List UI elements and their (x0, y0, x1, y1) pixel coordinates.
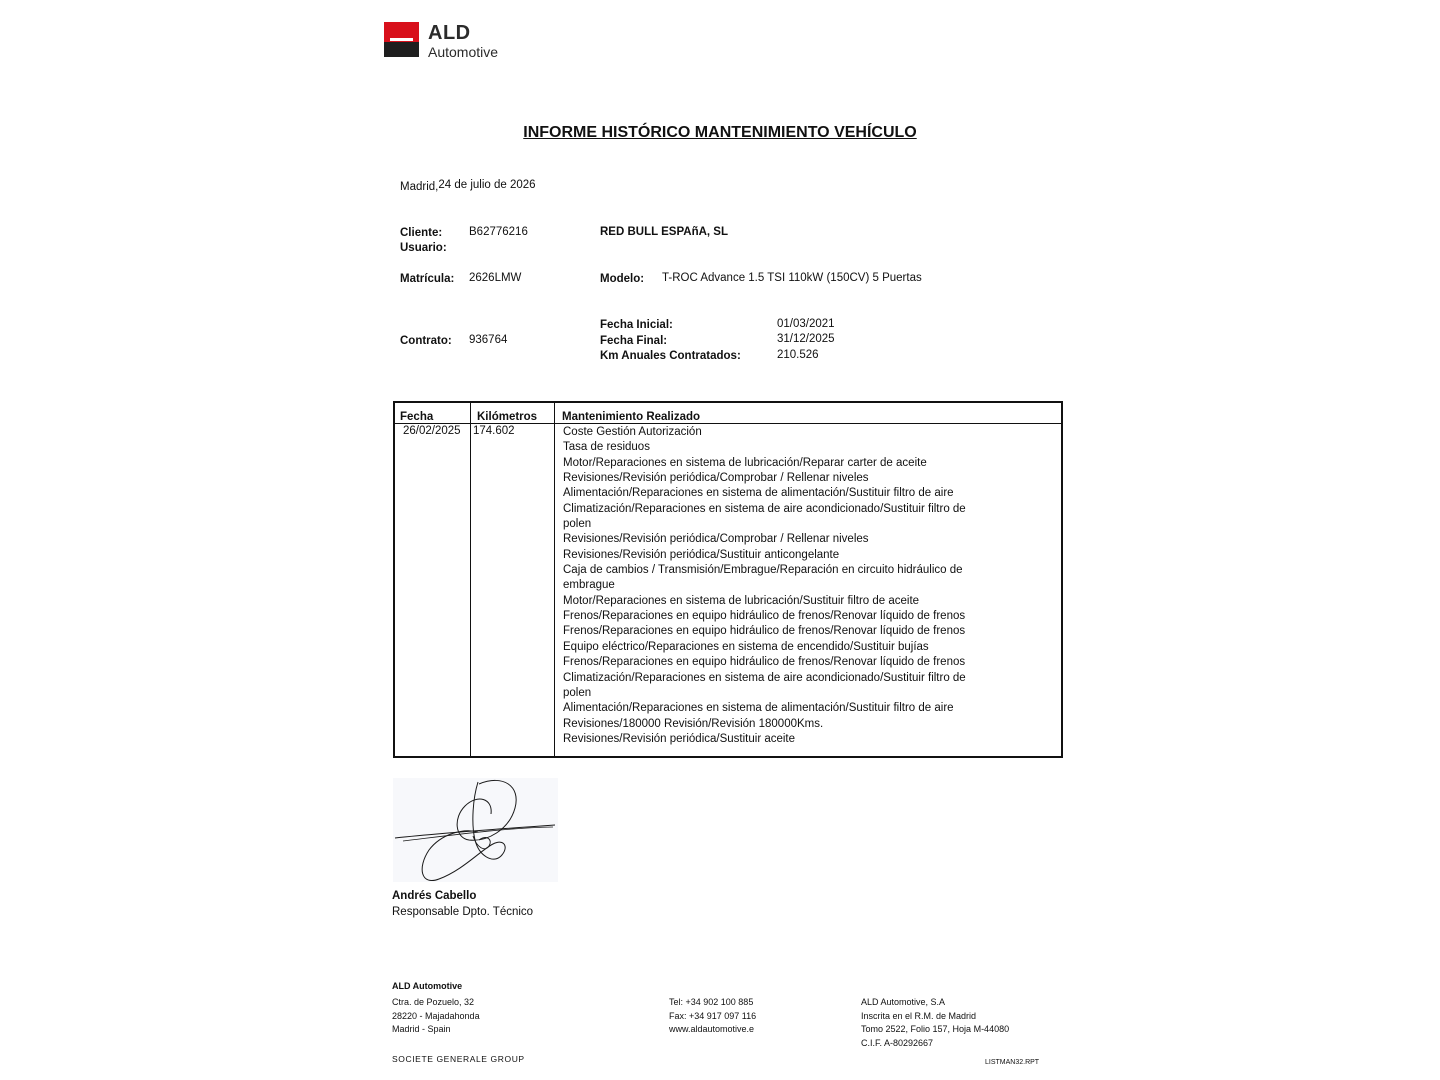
maintenance-task-item: Alimentación/Reparaciones en sistema de alimentación/Sustituir filtro de aire (563, 702, 954, 715)
document-title: INFORME HISTÓRICO MANTENIMIENTO VEHÍCULO (523, 124, 917, 141)
footer-contact: Tel: +34 902 100 885 Fax: +34 917 097 116 www.aldautomotive.e (669, 996, 756, 1037)
fecha-final-label: Fecha Final: (600, 335, 668, 347)
footer-address: Ctra. de Pozuelo, 32 28220 - Majadahonda Madrid - Spain (392, 997, 480, 1034)
header-fecha: Fecha (400, 411, 434, 423)
maintenance-task-item: Revisiones/Revisión periódica/Sustituir anticongelante (563, 548, 840, 561)
row-fecha: 26/02/2025 (403, 425, 461, 437)
table-column-divider (470, 403, 471, 756)
logo-text-automotive: Automotive (428, 44, 499, 60)
signatory-name: Andrés Cabello (392, 890, 477, 902)
usuario-label: Usuario: (400, 242, 447, 254)
footer-group: SOCIETE GENERALE GROUP (392, 1054, 525, 1064)
company-name: RED BULL ESPAñA, SL (600, 226, 728, 238)
footer-company: ALD Automotive (392, 981, 463, 991)
row-kilometros: 174.602 (473, 425, 515, 437)
maintenance-task-item: Revisiones/Revisión periódica/Comprobar / Rellenar niveles (563, 472, 869, 485)
maintenance-task-item: Caja de cambios / Transmisión/Embrague/Reparación en circuito hidráulico de embrague (563, 564, 963, 592)
contrato-label: Contrato: (400, 335, 452, 347)
header-kilometros: Kilómetros (477, 411, 538, 423)
maintenance-task-item: Frenos/Reparaciones en equipo hidráulico de frenos/Renovar líquido de frenos (563, 656, 966, 669)
maintenance-task-item: Motor/Reparaciones en sistema de lubricación/Sustituir filtro de aceite (563, 594, 920, 607)
maintenance-task-item: Equipo eléctrico/Reparaciones en sistema de encendido/Sustituir bujías (563, 640, 929, 653)
modelo-label: Modelo: (600, 273, 645, 285)
km-anuales-label: Km Anuales Contratados: (600, 350, 741, 362)
report-code: LISTMAN32.RPT (985, 1059, 1040, 1066)
fecha-inicial-label: Fecha Inicial: (600, 319, 673, 331)
modelo-value: T-ROC Advance 1.5 TSI 110kW (150CV) 5 Puertas (662, 272, 922, 284)
fecha-final-value: 31/12/2025 (777, 333, 835, 345)
handwritten-signature (393, 778, 558, 882)
maintenance-task-item: Motor/Reparaciones en sistema de lubricación/Reparar carter de aceite (563, 456, 927, 469)
maintenance-task-list (563, 425, 983, 747)
header-mantenimiento: Mantenimiento Realizado (562, 411, 701, 423)
maintenance-task-item: Revisiones/Revisión periódica/Sustituir aceite (563, 732, 796, 745)
ald-automotive-logo (384, 22, 514, 60)
fecha-inicial-value: 01/03/2021 (777, 318, 835, 330)
maintenance-task-item: Frenos/Reparaciones en equipo hidráulico de frenos/Renovar líquido de frenos (563, 625, 966, 638)
website-link[interactable]: www.aldautomotive.e (669, 1024, 755, 1034)
cliente-value: B62776216 (469, 226, 528, 238)
maintenance-task-item: Revisiones/180000 Revisión/Revisión 180000Kms. (563, 717, 824, 730)
signatory-role: Responsable Dpto. Técnico (392, 906, 534, 918)
place-date (400, 180, 536, 194)
maintenance-task-item: Alimentación/Reparaciones en sistema de alimentación/Sustituir filtro de aire (563, 487, 954, 500)
report-date: 24 de julio de 2026 (438, 179, 536, 191)
cliente-label: Cliente: (400, 227, 443, 239)
maintenance-task-item: Coste Gestión Autorización (563, 426, 702, 438)
maintenance-task-item: Climatización/Reparaciones en sistema de aire acondicionado/Sustituir filtro de polen (563, 671, 966, 699)
maintenance-task-item: Revisiones/Revisión periódica/Comprobar / Rellenar niveles (563, 533, 869, 546)
footer-legal: ALD Automotive, S.A Inscrita en el R.M. de Madrid Tomo 2522, Folio 157, Hoja M-44080 C.I.F. A-80292667 (861, 997, 1010, 1048)
table-header-divider (395, 423, 1061, 424)
km-anuales-value: 210.526 (777, 349, 819, 361)
logo-mark-icon (384, 22, 419, 57)
place: Madrid, (400, 181, 439, 193)
maintenance-task-item: Climatización/Reparaciones en sistema de aire acondicionado/Sustituir filtro de polen (563, 502, 966, 531)
maintenance-table (393, 401, 1063, 758)
maintenance-task-item: Frenos/Reparaciones en equipo hidráulico de frenos/Renovar líquido de frenos (563, 610, 966, 623)
contrato-value: 936764 (469, 334, 508, 346)
matricula-value: 2626LMW (469, 272, 522, 284)
matricula-label: Matrícula: (400, 273, 455, 285)
logo-text-ald: ALD (428, 22, 471, 44)
table-column-divider (554, 403, 555, 756)
maintenance-task-item: Tasa de residuos (563, 441, 650, 454)
